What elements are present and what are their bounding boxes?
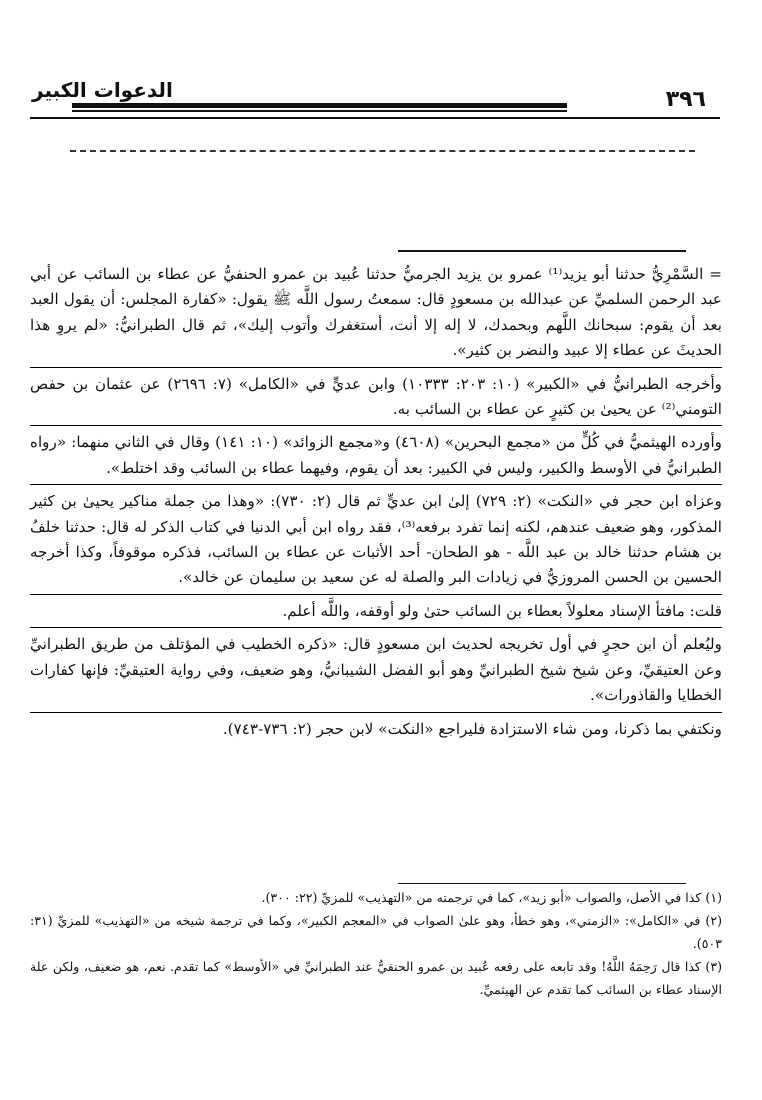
- body-text: [30, 262, 722, 744]
- paragraph-6: وليُعلم أن ابن حجرٍ في أول تخريجه لحديث ابن مسعودٍ قال: «ذكره الخطيب في المؤتلف من طريق الطبرانيِّ وعن العتيقيِّ، وعن شيخ شيخ الطبرانيِّ وهو أبو الفضل الشيبانيُّ، وهو ضعيف، وفي رواية العتيقيِّ: فإنها كفارات الخطايا والقاذورات».: [30, 635, 722, 705]
- page-number: ٣٩٦: [665, 87, 706, 112]
- paragraph-5: قلت: مافتأ الإسناد معلولاً بعطاء بن السائب حتىٰ ولو أوقفه، واللَّه أعلم.: [282, 601, 722, 620]
- footnote-2: (٢) في «الكامل»: «الزمني»، وهو خطأ، وهو علىٰ الصواب في «المعجم الكبير»، وكما في ترجمة شيخه من «التهذيب» للمزيِّ (٣١: ٥٠٣).: [30, 913, 722, 951]
- paragraph-3: وأورده الهيثميُّ في كُلٍّ من «مجمع البحرين» (٤٦٠٨) و«مجمع الزوائد» (١٠: ١٤١) وقال في الثاني منهما: «رواه الطبرانيُّ في الأوسط والكبير، وليس في الكبير: بعد أن يقوم، وفيهما عطاء بن السائب وقد اختلط».: [30, 433, 722, 477]
- paragraph-separator: [30, 594, 722, 595]
- paragraph-separator: [30, 627, 722, 628]
- continuation-rule: [398, 250, 686, 252]
- footnote-3: (٣) كذا قال رَحِمَهُ اللَّهُ! وقد تابعه على رفعه عُبيد بن عمرو الحنفيُّ عند الطبرانيِّ في «الأوسط» كما تقدم. نعم، هو ضعيف، ولكن علة الإسناد عطاء بن السائب كما تقدم عن الهيثميِّ.: [30, 959, 722, 997]
- footnotes: [30, 886, 722, 1001]
- paragraph-separator: [30, 425, 722, 426]
- running-header-title: الدعوات الكبير: [32, 78, 173, 102]
- header-rule-thick: [72, 103, 567, 108]
- footnote-1: (١) كذا في الأصل، والصواب «أبو زيد»، كما في ترجمته من «التهذيب» للمزيِّ (٢٢: ٣٠٠).: [261, 890, 722, 905]
- paragraph-1: = السَّمْرِيُّ حدثنا أبو يزيد⁽¹⁾ عمرو بن يزيد الجرميُّ حدثنا عُبيد بن عمرو الحنفيُّ عن عطاء بن السائب عن أبي عبد الرحمن السلميِّ عن عبدالله بن مسعودٍ قال: سمعتُ رسول اللَّه ﷺ يقول: «كفارة المجلس: أن يقول العبد بعد أن يقوم: سبحانك اللَّهم وبحمدك، لا إله إلا أنت، أستغفرك وأتوب إليك»، ثم قال الطبرانيُّ: «لم يروِ هذا الحديثَ عن عطاء إلا عبيد والنضر بن كثير».: [30, 265, 722, 360]
- paragraph-7: ونكتفي بما ذكرنا، ومن شاء الاستزادة فليراجع «النكت» لابن حجر (٢: ٧٣٦-٧٤٣).: [222, 719, 722, 738]
- paragraph-2: وأخرجه الطبرانيُّ في «الكبير» (١٠: ٢٠٣: ١٠٣٣٣) وابن عديٍّ في «الكامل» (٧: ٢٦٩٦) عن عثمان بن حفص التومني⁽²⁾ عن يحيىٰ بن كثيرٍ عن عطاء بن السائب به.: [30, 374, 723, 419]
- dashed-divider: [70, 150, 695, 152]
- paragraph-separator: [30, 484, 722, 485]
- header-rule-thin: [72, 110, 567, 112]
- paragraph-separator: [30, 367, 722, 368]
- paragraph-separator: [30, 712, 722, 713]
- header-rule-full: [30, 117, 720, 119]
- footnote-rule: [398, 883, 686, 884]
- paragraph-4: وعزاه ابن حجر في «النكت» (٢: ٧٢٩) إلىٰ ابن عديٍّ ثم قال (٢: ٧٣٠): «وهذا من جملة مناكير يحيىٰ بن كثير المذكور، وهو ضعيف عندهم، لكنه إنما تفرد برفعه⁽³⁾، فقد رواه ابن أبي الدنيا في كتاب الذكر له قال: حدثنا خلفُ بن هشام حدثنا خالد بن عبد اللَّه - هو الطحان- أحد الأثبات عن عطاء بن السائب، فذكره موقوفاً، وكذا أخرجه الحسين بن الحسن المروزيُّ في زيادات البر والصلة له عن سعيد بن سليمان عن خالد».: [30, 492, 722, 587]
